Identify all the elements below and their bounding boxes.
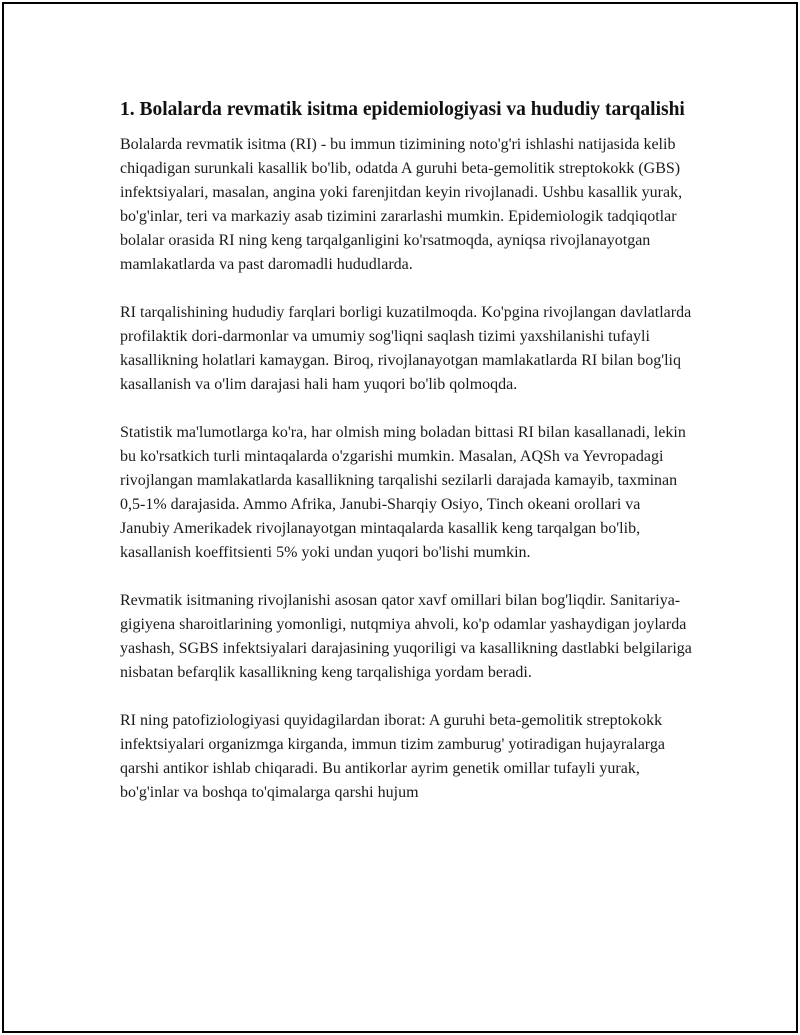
paragraph-3: Statistik ma'lumotlarga ko'ra, har olmish ming boladan bittasi RI bilan kasallanadi, lekin bu ko'rsatkich turli mintaqalarda o'zgarishi mumkin. Masalan, AQSh va Yevropadagi rivojlangan mamlakatlarda kasallikning tarqalishi sezilarli darajada kamayib, taxminan 0,5-1% darajasida. Ammo Afrika, Janubi-Sharqiy Osiyo, Tinch okeani orollari va Janubiy Amerikadek rivojlanayotgan mintaqalarda kasallik keng tarqalgan bo'lib, kasallanish koeffitsienti 5% yoki undan yuqori bo'lishi mumkin. [120, 424, 686, 561]
section-heading: 1. Bolalarda revmatik isitma epidemiologiyasi va hududiy tarqalishi [120, 99, 685, 120]
document-body [120, 96, 692, 829]
paragraph-5: RI ning patofiziologiyasi quyidagilardan iborat: A guruhi beta-gemolitik streptokokk infektsiyalari organizmga kirganda, immun tizim zamburug' yotiradigan hujayralarga qarshi antikor ishlab chiqaradi. Bu antikorlar ayrim genetik omillar tufayli yurak, bo'g'inlar va boshqa to'qimalarga qarshi hujum [120, 712, 665, 801]
paragraph-1: Bolalarda revmatik isitma (RI) - bu immun tizimining noto'g'ri ishlashi natijasida kelib chiqadigan surunkali kasallik bo'lib, odatda A guruhi beta-gemolitik streptokokk (GBS) infektsiyalari, masalan, angina yoki farenjitdan keyin rivojlanadi. Ushbu kasallik yurak, bo'g'inlar, teri va markaziy asab tizimini zararlashi mumkin. Epidemiologik tadqiqotlar bolalar orasida RI ning keng tarqalganligini ko'rsatmoqda, ayniqsa rivojlanayotgan mamlakatlarda va past daromadli hududlarda. [120, 136, 683, 273]
document-page [2, 2, 798, 1033]
paragraph-4: Revmatik isitmaning rivojlanishi asosan qator xavf omillari bilan bog'liqdir. Sanitariya-gigiyena sharoitlarining yomonligi, nutqmiya ahvoli, ko'p odamlar yashaydigan joylarda yashash, SGBS infektsiyalari darajasining yuqoriligi va kasallikning dastlabki belgilariga nisbatan befarqlik kasallikning keng tarqalishiga yordam beradi. [120, 592, 692, 681]
paragraph-2: RI tarqalishining hududiy farqlari borligi kuzatilmoqda. Ko'pgina rivojlangan davlatlarda profilaktik dori-darmonlar va umumiy sog'liqni saqlash tizimi yaxshilanishi tufayli kasallikning holatlari kamaygan. Biroq, rivojlanayotgan mamlakatlarda RI bilan bog'liq kasallanish va o'lim darajasi hali ham yuqori bo'lib qolmoqda. [120, 304, 692, 393]
